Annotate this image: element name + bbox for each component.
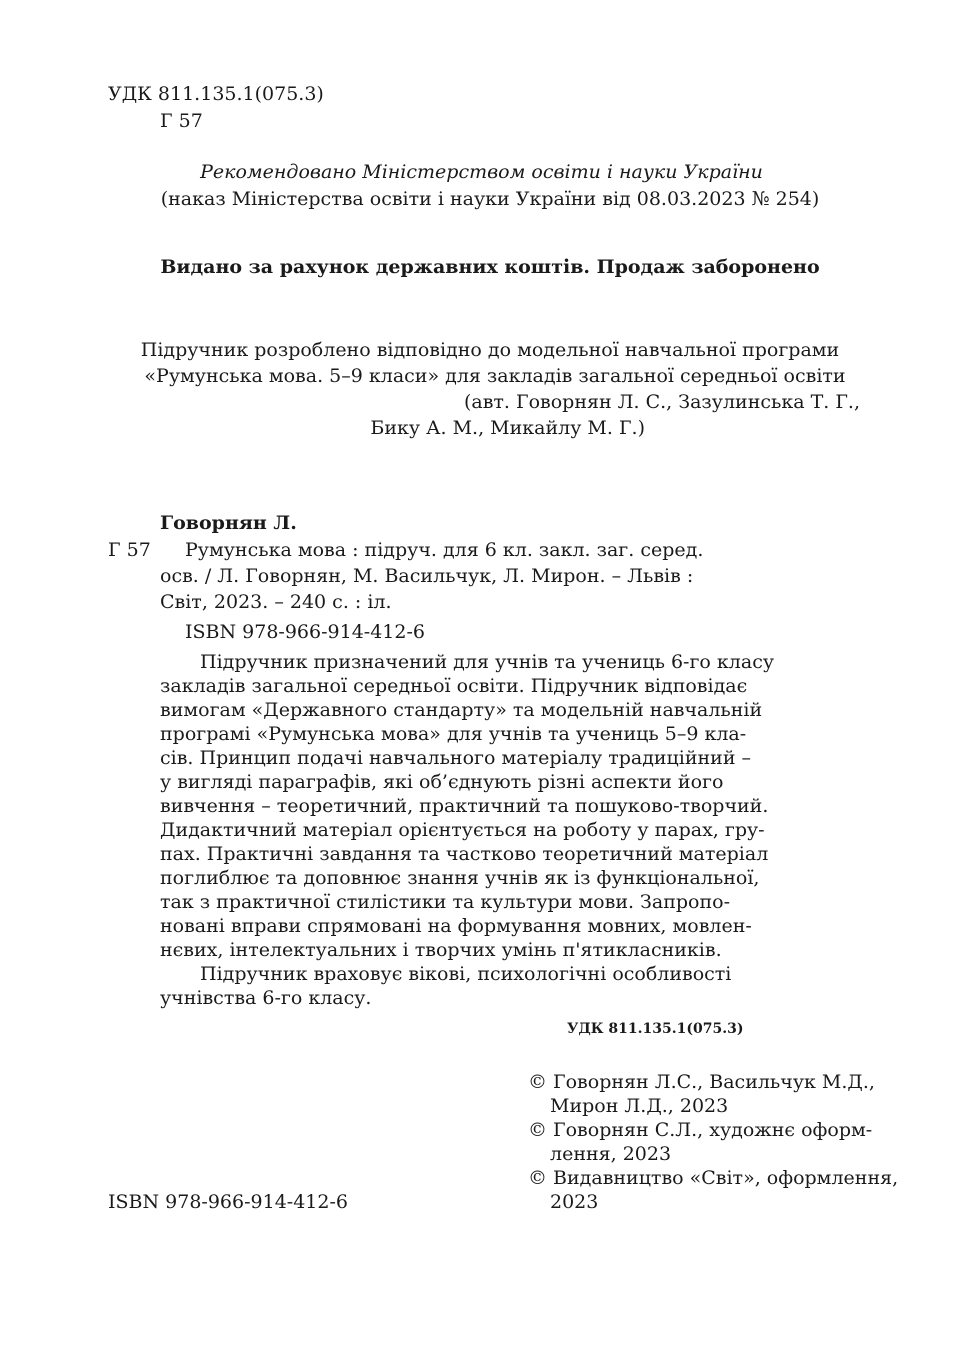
annotation-line: новані вправи спрямовані на формування мовних, мовлен- (160, 915, 752, 937)
isbn-bottom: ISBN 978-966-914-412-6 (108, 1191, 348, 1213)
annotation-line: пах. Практичні завдання та частково теоретичний матеріал (160, 843, 769, 865)
annotation-line: поглиблює та доповнює знання учнів як із функціональної, (160, 867, 760, 889)
program-note-line-3: (авт. Говорнян Л. С., Зазулинська Т. Г., (463, 391, 860, 413)
program-note-line-1: Підручник розроблено відповідно до модельної навчальної програми (140, 339, 840, 361)
annotation-line: вимогам «Державного стандарту» та модельній навчальній (160, 699, 763, 721)
catalog-entry-line: Світ, 2023. – 240 с. : іл. (160, 591, 392, 613)
annotation-line: нєвих, інтелектуальних і творчих умінь п'ятикласників. (160, 939, 722, 961)
catalog-isbn: ISBN 978-966-914-412-6 (185, 621, 425, 643)
copyright-line: 2023 (550, 1191, 599, 1213)
class-code-top: Г 57 (160, 110, 203, 132)
udk-top: УДК 811.135.1(075.3) (108, 83, 324, 105)
recommendation-line-1: Рекомендовано Міністерством освіти і науки України (200, 161, 763, 183)
catalog-entry-line: осв. / Л. Говорнян, М. Васильчук, Л. Мирон. – Львів : (160, 565, 694, 587)
recommendation-line-2: (наказ Міністерства освіти і науки України від 08.03.2023 № 254) (160, 188, 820, 210)
program-note-line-2: «Румунська мова. 5–9 класи» для закладів загальної середньої освіти (144, 365, 846, 387)
annotation-line: Підручник призначений для учнів та учениць 6-го класу (200, 651, 775, 673)
annotation-line: Підручник враховує вікові, психологічні особливості (200, 963, 732, 985)
copyright-line: © Говорнян Л.С., Васильчук М.Д., (528, 1071, 875, 1093)
annotation-line: у вигляді параграфів, які об’єднують різні аспекти його (160, 771, 724, 793)
annotation-line: учнівства 6-го класу. (160, 987, 372, 1009)
funding-notice: Видано за рахунок державних коштів. Продаж заборонено (160, 256, 820, 278)
annotation-line: сів. Принцип подачі навчального матеріалу традиційний – (160, 747, 752, 769)
annotation-line: так з практичної стилістики та культури мови. Запропо- (160, 891, 731, 913)
catalog-code: Г 57 (108, 539, 151, 561)
catalog-author: Говорнян Л. (160, 512, 297, 534)
annotation-line: Дидактичний матеріал орієнтується на роботу у парах, гру- (160, 819, 765, 841)
copyright-line: лення, 2023 (550, 1143, 672, 1165)
copyright-line: Мирон Л.Д., 2023 (550, 1095, 729, 1117)
copyright-line: © Видавництво «Світ», оформлення, (528, 1167, 899, 1189)
annotation-line: програмі «Румунська мова» для учнів та учениць 5–9 кла- (160, 723, 747, 745)
annotation-line: закладів загальної середньої освіти. Підручник відповідає (160, 675, 748, 697)
copyright-line: © Говорнян С.Л., художнє оформ- (528, 1119, 873, 1141)
annotation-line: вивчення – теоретичний, практичний та пошуково-творчий. (160, 795, 769, 817)
program-note-line-4: Бику А. М., Микайлу М. Г.) (370, 417, 645, 439)
catalog-udk: УДК 811.135.1(075.3) (567, 1021, 744, 1037)
catalog-entry-line: Румунська мова : підруч. для 6 кл. закл. заг. серед. (185, 539, 704, 561)
